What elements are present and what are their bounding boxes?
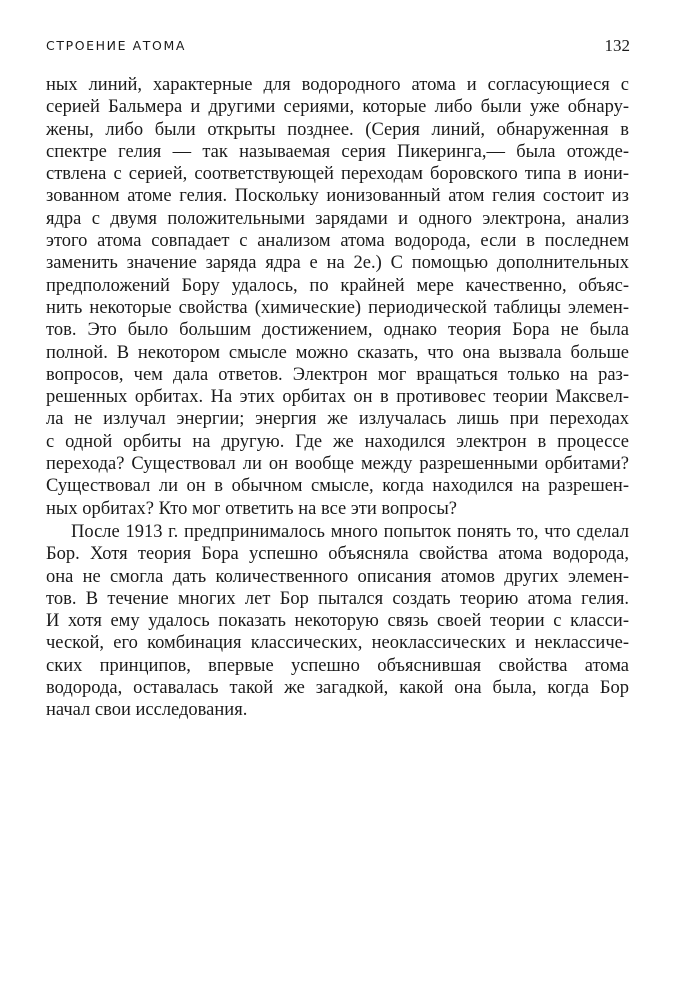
text-line: серией Бальмера и другими сериями, которые либо были уже обнару- bbox=[46, 97, 629, 118]
page-number: 132 bbox=[604, 36, 630, 55]
text-line: ствлена с серией, соответствующей переходам боровского типа в иони- bbox=[46, 164, 629, 185]
text-line: ных линий, характерные для водородного атома и согласующиеся с bbox=[46, 75, 629, 95]
text-line: зованном атоме гелия. Поскольку ионизованный атом гелия состоит из bbox=[46, 186, 629, 207]
text-line: тов. В течение многих лет Бор пытался создать теорию атома гелия. bbox=[46, 588, 629, 609]
text-line: И хотя ему удалось показать некоторую связь своей теории с класси- bbox=[46, 611, 629, 632]
text-line: перехода? Существовал ли он вообще между разрешенными орбитами? bbox=[46, 454, 629, 475]
text-line: водорода, оставалась такой же загадкой, какой она была, когда Бор bbox=[46, 678, 629, 699]
running-head: СТРОЕНИЕ АТОМА bbox=[46, 38, 187, 53]
text-line: спектре гелия — так называемая серия Пикеринга,— была отожде- bbox=[46, 141, 629, 162]
paragraph-1 bbox=[46, 74, 629, 520]
text-line: этого атома совпадает с анализом атома водорода, если в последнем bbox=[46, 231, 629, 252]
text-line: ных орбитах? Кто мог ответить на все эти вопросы? bbox=[46, 498, 457, 519]
text-line: тов. Это было большим достижением, однако теория Бора не была bbox=[46, 320, 629, 341]
text-line: ских принципов, впервые успешно объяснившая свойства атома bbox=[46, 655, 629, 676]
text-line: ла не излучал энергии; энергия же излучалась лишь при переходах bbox=[46, 409, 629, 430]
text-line: жены, либо были открыты позднее. (Серия линий, обнаруженная в bbox=[46, 119, 629, 140]
body-text bbox=[46, 74, 629, 722]
text-line: Существовал ли он в обычном смысле, когда находился на разрешен- bbox=[46, 476, 629, 497]
text-line: ядра с двумя положительными зарядами и одного электрона, анализ bbox=[46, 208, 629, 229]
text-line: После 1913 г. предпринималось много попыток понять то, что сделал bbox=[71, 521, 629, 542]
text-line: полной. В некотором смысле можно сказать, что она вызвала больше bbox=[46, 342, 629, 363]
text-line: начал свои исследования. bbox=[46, 700, 248, 721]
text-line: предположений Бору удалось, по крайней мере качественно, объяс- bbox=[46, 275, 629, 296]
text-line: ческой, его комбинация классических, неоклассических и неклассиче- bbox=[46, 633, 629, 654]
text-line: вопросов, чем дала ответов. Электрон мог вращаться только на раз- bbox=[46, 364, 629, 385]
text-line: с одной орбиты на другую. Где же находился электрон в процессе bbox=[46, 431, 629, 452]
text-line: решенных орбитах. На этих орбитах он в противовес теории Максвел- bbox=[46, 387, 629, 408]
text-line: она не смогла дать количественного описания атомов других элемен- bbox=[46, 566, 629, 587]
text-line: нить некоторые свойства (химические) периодической таблицы элемен- bbox=[46, 297, 629, 318]
text-line: Бор. Хотя теория Бора успешно объясняла свойства атома водорода, bbox=[46, 544, 629, 565]
text-line: заменить значение заряда ядра e на 2e.) С помощью дополнительных bbox=[46, 253, 629, 274]
paragraph-2 bbox=[46, 521, 629, 722]
